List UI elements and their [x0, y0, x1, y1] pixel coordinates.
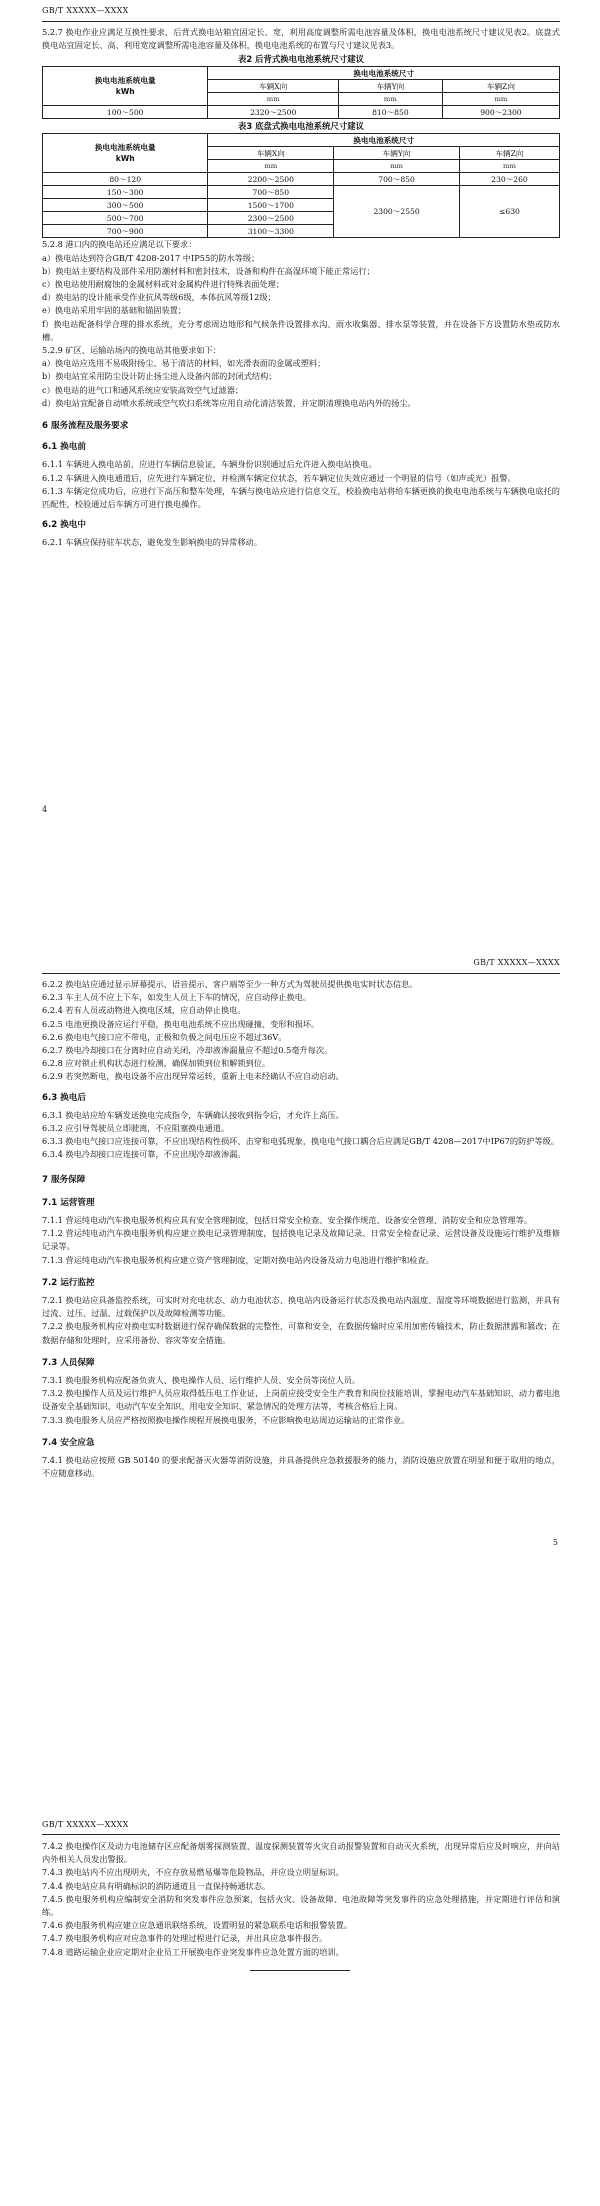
table-cell-merged-z: ≤630 [459, 186, 559, 238]
table-cell: 900～2300 [442, 106, 559, 119]
clause-6-2-3: 6.2.3 车主人员不应上下车，如发生人员上下车的情况，应自动停止换电。 [42, 992, 312, 1003]
table-cell: 700～850 [208, 186, 334, 199]
clause-6-2-7: 6.2.7 换电冷却接口在分离时应自动关闭，冷却液渗漏量应不超过0.5毫升每次。 [42, 1045, 333, 1056]
section-6-3-heading: 6.3 换电后 [42, 1092, 86, 1103]
unit-mm: mm [334, 160, 460, 173]
clause-6-2-4: 6.2.4 若有人员或动物进入换电区域，应自动停止换电。 [42, 1005, 246, 1016]
page-body [42, 978, 560, 1481]
unit-mm: mm [208, 160, 334, 173]
table-2-caption: 表2 后背式换电电池系统尺寸建议 [238, 54, 364, 65]
clause-7-4-4: 7.4.4 换电站应具有明确标识的消防通道且一直保持畅通状态。 [42, 1880, 271, 1891]
table-row [43, 106, 560, 119]
clause-6-2-2: 6.2.2 换电站应通过显示屏幕提示、语音提示、客户端等至少一种方式为驾驶员提供换电实时状态信息。 [42, 979, 418, 989]
table-3-caption: 表3 底盘式换电电池系统尺寸建议 [238, 121, 364, 132]
clause-6-2-8: 6.2.8 应对锁止机构状态进行检测，确保加锁到位和解锁到位。 [42, 1058, 271, 1069]
clause-6-2-1: 6.2.1 车辆应保持驻车状态，避免发生影响换电的异常移动。 [42, 537, 262, 548]
clause-6-3-1: 6.3.1 换电站应给车辆发送换电完成指令，车辆确认接收到指令后，才允许上高压。 [42, 1109, 344, 1120]
capacity-header-label: 换电电池系统电量 [94, 143, 156, 153]
section-7-heading: 7 服务保障 [42, 1174, 86, 1185]
list-item: b）换电站主要结构及部件采用防潮材料和密封技术，设备和构件在高湿环境下能正常运行； [42, 265, 375, 276]
list-item: e）换电站采用牢固的基础和锚固装置； [42, 305, 187, 316]
table-3 [42, 133, 560, 238]
table-cell: 700～850 [334, 173, 460, 186]
table-header-size: 换电电池系统尺寸 [208, 134, 560, 147]
list-item: a）换电站达到符合GB/T 4208-2017 中IP55的防水等级； [42, 252, 260, 263]
page-header-code: GB/T XXXXX—XXXX [42, 6, 129, 15]
page-header-code: GB/T XXXXX—XXXX [42, 1820, 129, 1829]
table-header-size: 换电电池系统尺寸 [208, 67, 560, 80]
table-2 [42, 66, 560, 119]
unit-mm: mm [338, 93, 442, 106]
section-7-4-heading: 7.4 安全应急 [42, 1437, 95, 1448]
table-cell: 100～500 [43, 106, 208, 119]
clause-6-3-3: 6.3.3 换电电气接口应连接可靠，不应出现结构性损坏、击穿和电弧现象，换电电气接口耦合后应满足GB/T 4208—2017中IP67的防护等级。 [42, 1136, 560, 1147]
clause-6-1-3: 6.1.3 车辆定位成功后，应进行下高压和整车处理，车辆与换电站应进行信息交互，校验换电站将给车辆更换的换电电池系统与车辆换电底托的匹配性，校验通过后车辆方可进行换电操作。 [42, 485, 560, 510]
unit-mm: mm [442, 93, 559, 106]
table-cell: 2300～2500 [208, 212, 334, 225]
table-cell: 230～260 [459, 173, 559, 186]
end-of-document-rule [250, 1970, 350, 1971]
clause-7-4-7: 7.4.7 换电服务机构应对应急事件的处理过程进行记录，并出具应急事件报告。 [42, 1933, 328, 1944]
header-z-direction: 车辆Z向 [459, 147, 559, 160]
clause-7-3-1: 7.3.1 换电服务机构应配备负责人、换电操作人员、运行维护人员、安全员等岗位人员。 [42, 1375, 361, 1386]
header-rule [42, 21, 560, 22]
clause-7-4-3: 7.4.3 换电站内不应出现明火，不应存放易燃易爆等危险物品，并应设立明显标识。 [42, 1867, 344, 1878]
list-item: b）换电站宜采用防尘设计防止扬尘进入设备内部的封闭式结构； [42, 371, 277, 382]
page-body [42, 1840, 560, 1959]
page-number: 5 [552, 1538, 558, 1547]
table-header-capacity [43, 134, 208, 173]
page-header-code: GB/T XXXXX—XXXX [473, 958, 560, 967]
table-cell: 2200～2500 [208, 173, 334, 186]
clause-6-2-9: 6.2.9 若突然断电，换电设备不应出现异常运转，重新上电未经确认不应自动启动。 [42, 1071, 344, 1082]
clause-7-4-2: 7.4.2 换电操作区及动力电池储存区应配备烟雾探测装置、温度探测装置等火灾自动报警装置和自动灭火系统，出现异常后应及时响应，并向站内外相关人员发出警报。 [42, 1841, 560, 1865]
clause-6-1-1: 6.1.1 车辆进入换电站前，应进行车辆信息验证，车辆身份识别通过后允许进入换电站换电。 [42, 459, 377, 470]
capacity-unit: kWh [115, 87, 135, 97]
header-y-direction: 车辆Y向 [334, 147, 460, 160]
clause-7-3-3: 7.3.3 换电服务人员应严格按照换电操作规程开展换电服务，不应影响换电站周边运输站的正常作业。 [42, 1414, 410, 1425]
clause-6-2-6: 6.2.6 换电电气接口应不带电，正极和负极之间电压应不超过36V。 [42, 1031, 287, 1042]
unit-mm: mm [208, 93, 339, 106]
header-y-direction: 车辆Y向 [338, 80, 442, 93]
section-6-1-heading: 6.1 换电前 [42, 442, 86, 453]
capacity-header-label: 换电电池系统电量 [94, 76, 156, 86]
clause-7-2-2: 7.2.2 换电服务机构应对换电实时数据进行保存确保数据的完整性、可靠和安全，在数据传输时应采用加密传输技术，防止数据泄露和篡改；在数据存储和处理时，应采用备份、容灾等安全措施。 [42, 1321, 560, 1345]
header-rule [42, 973, 560, 974]
table-cell-merged-y: 2300～2550 [334, 186, 460, 238]
table-cell: 80～120 [43, 173, 208, 186]
page-body [42, 26, 560, 550]
table-cell: 2320～2500 [208, 106, 339, 119]
table-cell: 300～500 [43, 199, 208, 212]
section-7-2-heading: 7.2 运行监控 [42, 1277, 95, 1288]
table-cell: 150～300 [43, 186, 208, 199]
list-item: d）换电站宜配备自动喷水系统或空气吹扫系统等应用自动化清洁装置，并定期清理换电站内外的扬尘。 [42, 397, 416, 408]
page-number: 4 [42, 805, 48, 814]
section-6-2-heading: 6.2 换电中 [42, 520, 86, 531]
header-x-direction: 车辆X向 [208, 80, 339, 93]
table-cell: 3100～3300 [208, 225, 334, 238]
list-item: c）换电站的进气口和通风系统应安装高效空气过滤器； [42, 384, 244, 395]
clause-6-3-2: 6.3.2 应引导驾驶员立即驶离，不应阻塞换电通道。 [42, 1123, 230, 1134]
clause-7-4-1: 7.4.1 换电站应按照 GB 50140 的要求配备灭火器等消防设施，并具备提供应急救援服务的能力，消防设施应放置在明显和便于取用的地点，不应随意移动。 [42, 1455, 560, 1479]
clause-6-2-5: 6.2.5 电池更换设备应运行平稳，换电电池系统不应出现碰撞、变形和损坏。 [42, 1018, 320, 1029]
clause-5-2-8: 5.2.8 港口内的换电站还应满足以下要求： [42, 239, 197, 250]
clause-7-1-1: 7.1.1 营运纯电动汽车换电服务机构应具有安全管理制度，包括日常安全检查、安全操作规范、设备安全管理、消防安全和应急管理等。 [42, 1215, 533, 1226]
list-item: a）换电站应选用不易吸附扬尘、易于清洁的材料，如光滑表面的金属或塑料； [42, 358, 326, 369]
clause-7-3-2: 7.3.2 换电操作人员及运行维护人员应取得低压电工作业证，上岗前应接受安全生产教育和岗位技能培训，掌握电动汽车基础知识、动力蓄电池设备安全基础知识、电动汽车安全知识、用电安全知识、紧急情况的处理方法等，考核合格后上岗。 [42, 1388, 560, 1412]
section-7-1-heading: 7.1 运营管理 [42, 1197, 95, 1208]
table-cell: 500～700 [43, 212, 208, 225]
unit-mm: mm [459, 160, 559, 173]
clause-7-2-1: 7.2.1 换电站应具备监控系统，可实时对充电状态、动力电池状态、换电站内设备运行状态及换电站内温度、湿度等环境数据进行监测，并具有过流、过压、过温、过载保护以及故障检测等功能。 [42, 1295, 560, 1319]
clause-6-3-4: 6.3.4 换电冷却接口应连接可靠，不应出现冷却液渗漏。 [42, 1149, 246, 1160]
document-page-5 [0, 820, 600, 1720]
header-z-direction: 车辆Z向 [442, 80, 559, 93]
header-rule [42, 1834, 560, 1835]
capacity-unit: kWh [115, 154, 135, 164]
list-item: f）换电站配备科学合理的排水系统，充分考虑周边地形和气候条件设置排水沟、雨水收集器、排水泵等装置，并在设备下方设置防水垫或防水槽。 [42, 318, 560, 342]
table-row [43, 173, 560, 186]
header-x-direction: 车辆X向 [208, 147, 334, 160]
table-header-capacity [43, 67, 208, 106]
clause-5-2-7: 5.2.7 换电作业应满足互换性要求，后背式换电站箱宜固定长、宽，利用高度调整所需电池容量及体积，换电电池系统尺寸建议见表2。底盘式换电站宜固定长、高，利用宽度调整所需电池容量及体积，换电电池系统的布置与尺寸建议见表3。 [42, 27, 560, 51]
document-page-4 [0, 0, 600, 820]
clause-5-2-9: 5.2.9 矿区、运输站场内的换电站其他要求如下： [42, 345, 221, 356]
clause-6-1-2: 6.1.2 车辆进入换电通道后，应先进行车辆定位，并检测车辆定位状态，若车辆定位失效应通过一个明显的信号（如声或光）报警。 [42, 472, 516, 483]
clause-7-1-2: 7.1.2 营运纯电动汽车换电服务机构应建立换电记录管理制度，包括换电记录及故障记录、日常安全检查记录、运营设备及设施运行维护及维修记录等。 [42, 1228, 560, 1252]
table-row [43, 186, 560, 199]
clause-7-4-6: 7.4.6 换电服务机构应建立应急通讯联络系统，设置明显的紧急联系电话和报警装置。 [42, 1920, 352, 1931]
document-page-6 [0, 1720, 600, 2206]
section-7-3-heading: 7.3 人员保障 [42, 1357, 95, 1368]
list-item: d）换电站的设计能承受作业抗风等级6级，本体抗风等级12级； [42, 292, 276, 303]
list-item: c）换电站使用耐腐蚀的金属材料或对金属构件进行特殊表面处理； [42, 279, 285, 290]
clause-7-4-5: 7.4.5 换电服务机构应编制安全消防和突发事件应急预案，包括火灾、设备故障、电池故障等突发事件的应急处理措施，并定期进行评估和演练。 [42, 1893, 560, 1918]
table-cell: 700～900 [43, 225, 208, 238]
section-6-heading: 6 服务流程及服务要求 [42, 421, 129, 432]
clause-7-4-8: 7.4.8 道路运输企业应定期对企业员工开展换电作业突发事件应急处置方面的培训。 [42, 1946, 344, 1957]
table-cell: 1500～1700 [208, 199, 334, 212]
table-cell: 810～850 [338, 106, 442, 119]
clause-7-1-3: 7.1.3 营运纯电动汽车换电服务机构应建立资产管理制度，定期对换电站内设备及动力电池进行维护和检查。 [42, 1254, 434, 1265]
